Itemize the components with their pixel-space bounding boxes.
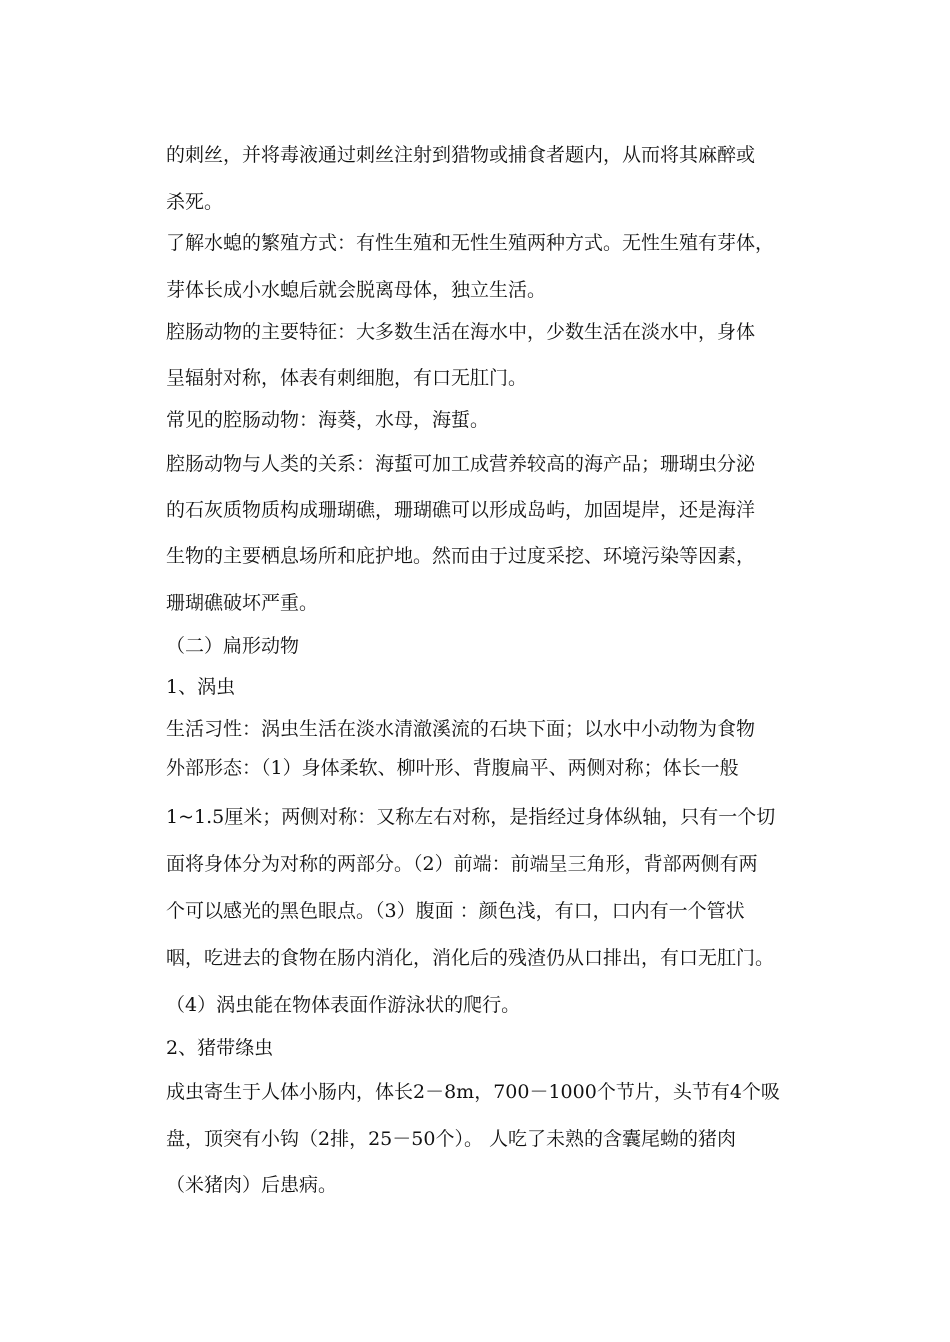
text-line: 盘，顶突有小钩（2排，25－50个）。 人吃了未熟的含囊尾蚴的猪肉 — [166, 1128, 736, 1150]
text-line: 珊瑚礁破坏严重。 — [166, 592, 319, 614]
subsection-heading: 1、涡虫 — [166, 676, 236, 698]
text-line: 常见的腔肠动物：海葵，水母，海蜇。 — [166, 409, 490, 431]
text-line: 杀死。 — [166, 191, 224, 213]
text-line: （4）涡虫能在物体表面作游泳状的爬行。 — [166, 994, 521, 1016]
text-line: 腔肠动物与人类的关系：海蜇可加工成营养较高的海产品；珊瑚虫分泌 — [166, 453, 756, 475]
text-line: 了解水螅的繁殖方式：有性生殖和无性生殖两种方式。无性生殖有芽体， — [166, 232, 775, 254]
text-line: 的石灰质物质构成珊瑚礁，珊瑚礁可以形成岛屿，加固堤岸，还是海洋 — [166, 499, 756, 521]
subsection-heading: 2、猪带绦虫 — [166, 1037, 274, 1059]
text-line: （米猪肉）后患病。 — [166, 1174, 338, 1196]
text-line: 生物的主要栖息场所和庇护地。然而由于过度采挖、环境污染等因素， — [166, 545, 756, 567]
text-line: 的刺丝，并将毒液通过刺丝注射到猎物或捕食者题内，从而将其麻醉或 — [166, 144, 756, 166]
text-line: 个可以感光的黑色眼点。（3）腹面 ：颜色浅，有口，口内有一个管状 — [166, 900, 745, 922]
text-line: 面将身体分为对称的两部分。（2）前端：前端呈三角形，背部两侧有两 — [166, 853, 758, 875]
text-line: 1~1.5厘米；两侧对称：又称左右对称，是指经过身体纵轴，只有一个切 — [166, 806, 776, 828]
text-line: 呈辐射对称，体表有刺细胞，有口无肛门。 — [166, 367, 528, 389]
section-heading: （二）扁形动物 — [166, 635, 300, 657]
text-line: 生活习性：涡虫生活在淡水清澈溪流的石块下面；以水中小动物为食物 — [166, 718, 756, 740]
text-line: 咽，吃进去的食物在肠内消化，消化后的残渣仍从口排出，有口无肛门。 — [166, 947, 775, 969]
text-line: 腔肠动物的主要特征：大多数生活在海水中，少数生活在淡水中，身体 — [166, 321, 756, 343]
text-line: 成虫寄生于人体小肠内，体长2－8m，700－1000个节片，头节有4个吸 — [166, 1081, 780, 1103]
text-line: 外部形态：（1）身体柔软、柳叶形、背腹扁平、两侧对称；体长一般 — [166, 757, 739, 779]
text-line: 芽体长成小水螅后就会脱离母体，独立生活。 — [166, 279, 547, 301]
